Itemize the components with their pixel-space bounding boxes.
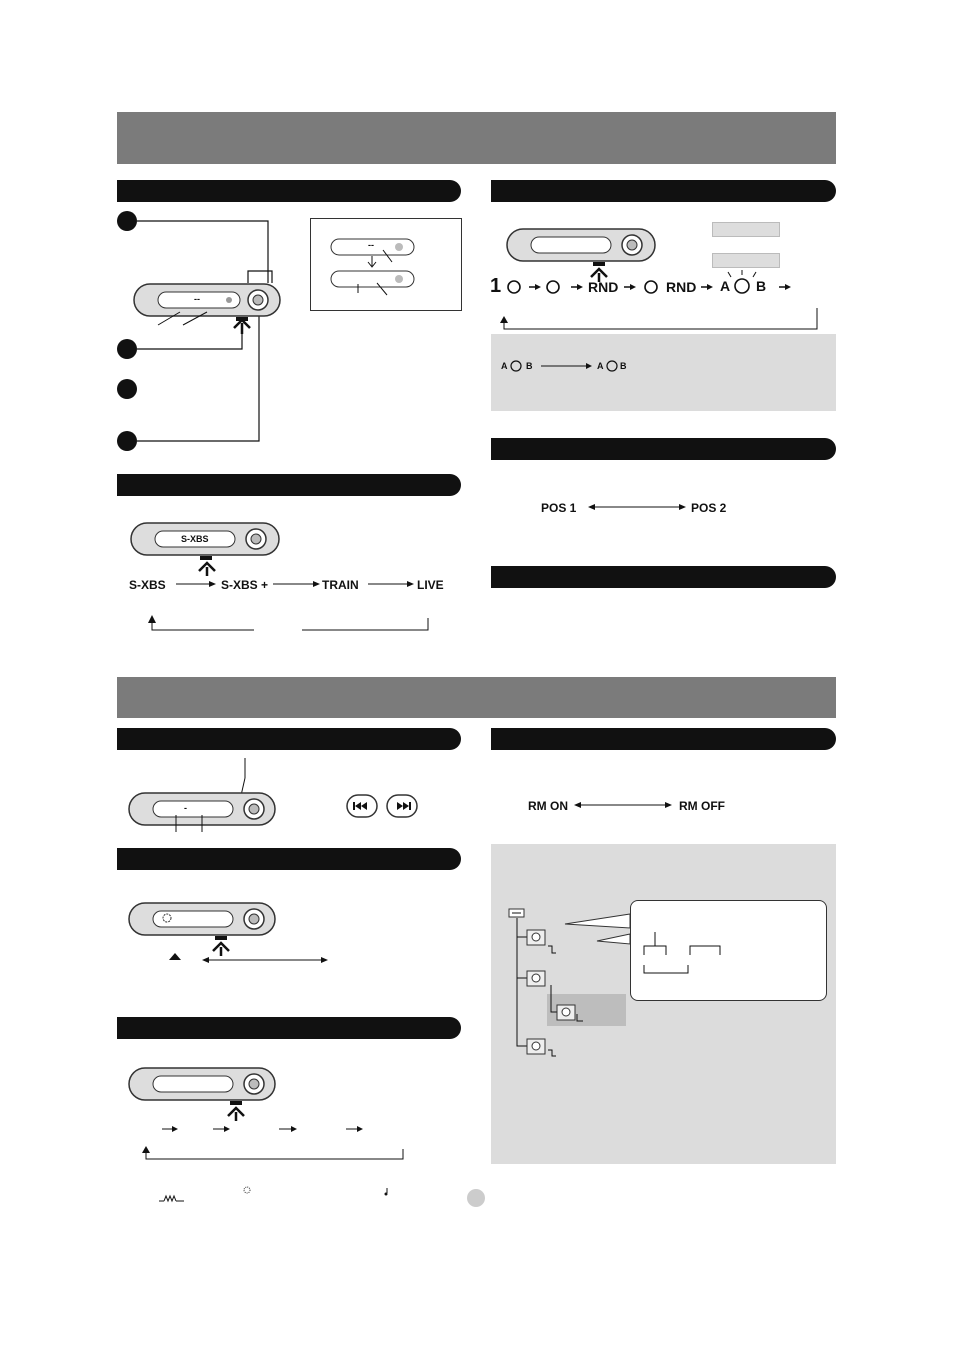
ab-small-b: B	[526, 361, 533, 371]
sound-mode-sxbs: S-XBS	[129, 578, 166, 592]
playmode-b: B	[756, 278, 767, 294]
sxbs-display-text: S-XBS	[181, 534, 209, 544]
position-2: POS 2	[691, 501, 727, 515]
playmode-start: 1	[490, 275, 502, 297]
playmode-rnd-1: RND	[588, 279, 619, 295]
ab-dest-b: B	[620, 361, 627, 371]
display-track-indicator: --	[194, 294, 200, 304]
skip-display-text: -	[184, 803, 187, 813]
page-number-circle	[467, 1189, 485, 1207]
sound-mode-sxbs-plus: S-XBS +	[221, 578, 269, 592]
resume-off: RM OFF	[679, 799, 725, 813]
position-1: POS 1	[541, 501, 577, 515]
inset-display-text: --	[368, 240, 374, 250]
playmode-rnd-2: RND	[666, 279, 697, 295]
sound-mode-train: TRAIN	[322, 578, 359, 592]
sound-mode-live: LIVE	[417, 578, 444, 592]
ab-small-a: A	[501, 361, 508, 371]
playmode-a: A	[720, 278, 731, 294]
ab-dest-a: A	[597, 361, 604, 371]
resume-on: RM ON	[528, 799, 568, 813]
